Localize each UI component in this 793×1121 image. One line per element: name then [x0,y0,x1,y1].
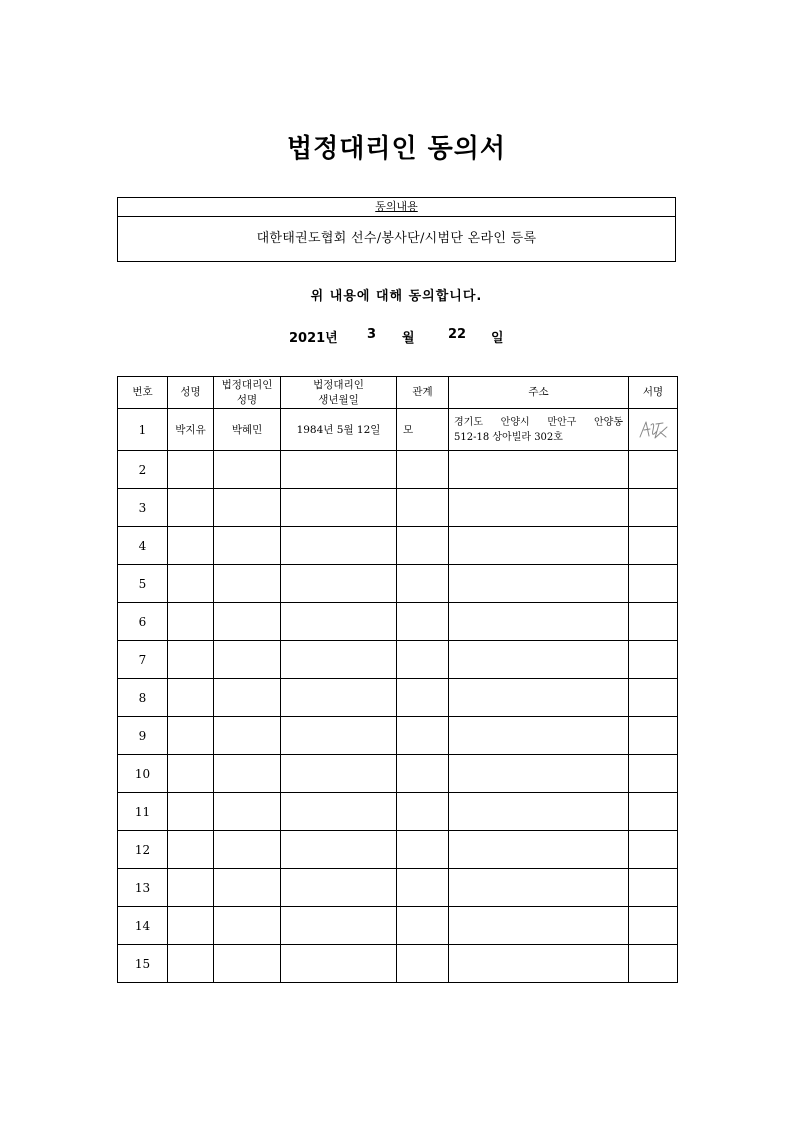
header-guardian-name-line2: 성명 [236,393,258,406]
address-line1 [454,415,623,430]
row-address [449,409,629,451]
row-no: 12 [118,831,168,869]
header-no: 번호 [118,377,168,409]
header-signature: 서명 [629,377,678,409]
table-row [118,641,678,679]
address-city: 안양시 [500,416,530,428]
date-year: 2021년 [289,331,338,346]
consent-box [117,197,676,262]
table-row [118,869,678,907]
row-no: 14 [118,907,168,945]
row-no: 13 [118,869,168,907]
row-no: 11 [118,793,168,831]
address-line2: 512-18 상아빌라 302호 [454,431,563,443]
address-district: 만안구 [547,416,577,428]
row-no: 5 [118,565,168,603]
header-name: 성명 [168,377,214,409]
row-no: 7 [118,641,168,679]
date-month: 3 [367,327,377,342]
date-month-unit: 월 [402,331,415,346]
table-row [118,907,678,945]
table-row [118,793,678,831]
row-no: 1 [118,409,168,451]
header-relation: 관계 [397,377,449,409]
header-guardian-birth-line1: 법정대리인 [313,378,364,391]
date-day: 22 [448,327,467,342]
table-row [118,489,678,527]
row-name: 박지유 [168,409,214,451]
row-no: 8 [118,679,168,717]
header-guardian-birth-line2: 생년월일 [318,393,359,406]
consent-header-label: 동의내용 [375,200,418,213]
row-no: 15 [118,945,168,983]
header-guardian-birth [281,377,397,409]
date-day-unit: 일 [491,331,504,346]
header-address: 주소 [449,377,629,409]
address-province: 경기도 [454,416,483,428]
row-guardian-name: 박혜민 [214,409,281,451]
agreement-statement: 위 내용에 대해 동의합니다. [310,289,483,304]
header-guardian-name [214,377,281,409]
table-row [118,409,678,451]
table-row [118,755,678,793]
row-no: 3 [118,489,168,527]
table-row [118,945,678,983]
document-title: 법정대리인 동의서 [287,134,506,164]
table-row [118,717,678,755]
row-no: 6 [118,603,168,641]
table-row [118,451,678,489]
row-no: 9 [118,717,168,755]
consent-content: 대한태권도협회 선수/봉사단/시범단 온라인 등록 [256,231,537,246]
date-line [0,327,793,347]
row-no: 10 [118,755,168,793]
table-row [118,679,678,717]
row-guardian-birth: 1984년 5월 12일 [281,409,397,451]
header-guardian-name-line1: 법정대리인 [221,378,273,391]
table-row [118,603,678,641]
row-no: 2 [118,451,168,489]
signature-mark [636,417,670,443]
table-row [118,831,678,869]
consent-header [118,198,675,217]
address-dong: 안양동 [594,416,623,428]
row-no: 4 [118,527,168,565]
consent-table [117,376,678,983]
table-row [118,527,678,565]
row-signature [629,409,678,451]
table-header-row [118,377,678,409]
table-row [118,565,678,603]
row-relation: 모 [397,409,449,451]
